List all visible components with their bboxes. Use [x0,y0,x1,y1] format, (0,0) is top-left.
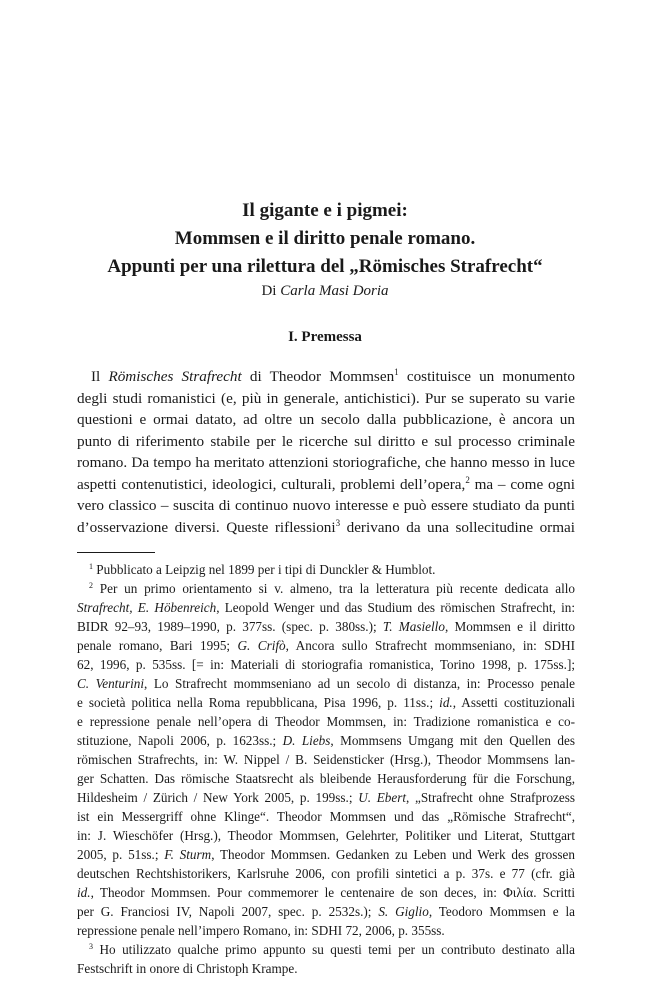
footnote-number: 3 [89,942,93,951]
footnote-ref[interactable]: 1 [394,367,399,377]
footnote-ref[interactable]: 3 [335,517,341,528]
footnote-number: 1 [89,562,93,571]
footnote-ref[interactable]: 2 [465,474,470,485]
footnote-line: e repressione penale nell’opera di Theodor Mommsen, in: Tradizione romanistica e co- [77,714,575,729]
body-line: vero classico – suscita di continuo nuovo interesse e può essere studiato da punti [77,497,575,514]
footnote-line: e società politica nella Roma repubblicana, Pisa 1996, p. 11ss.; id., Assetti costituzionali [77,695,575,710]
title-line-1: Il gigante e i pigmei: [242,200,408,221]
author-prefix: Di [261,283,281,299]
body-paragraph [77,366,575,538]
footnote-line: in: J. Wieschöfer (Hrsg.), Theodor Mommsen, Gelehrter, Politiker und Literat, Stuttgart [77,828,575,843]
footnote-line: ist ein Messergriff ohne Klinge“. Theodor Mommsen und das „Römische Strafrecht“, [77,809,575,824]
body-line: Il Römisches Strafrecht di Theodor Mommsen$^1$ costituisce un monumento [91,367,575,385]
body-line: questioni e ormai datato, ad oltre un secolo dalla pubblicazione, è ancora un [77,411,575,428]
footnote-line: repressione penale nell’impero Romano, in: SDHI 72, 2006, p. 355ss. [77,923,445,938]
footnote-line: ger Schatten. Das römische Staatsrecht als bleibende Herausforderung für die Forschung, [77,771,575,786]
footnote-line: deutschen Rechtshistorikers, Karlsruhe 2006, con profili sintetici a p. 37s. e 77 (cfr. già [77,866,575,881]
footnote-divider [77,552,155,553]
title-line-3: Appunti per una rilettura del „Römisches Strafrecht“ [107,256,543,277]
footnote-line: id., Theodor Mommsen. Pour commemorer le centenaire de son deces, in: Φιλία. Scritti [77,885,575,900]
footnote-line: römischen Strafrechts, in: W. Nippel / B. Seidensticker (Hrsg.), Theodor Mommsens lan- [77,752,575,767]
footnote-number: 2 [89,581,93,590]
body-line: punto di riferimento stabile per le ricerche sul diritto e sul processo criminale [77,432,575,450]
body-line: romano. Da tempo ha meritato attenzioni storiografiche, che hanno messo in luce [77,454,575,471]
footnote-line: BIDR 92–93, 1989–1990, p. 377ss. (spec. p. 380ss.); T. Masiello, Mommsen e il diritto [77,619,575,634]
footnote-line: 62, 1996, p. 535ss. [= in: Materiali di storiografia romanistica, Torino 1998, p. 175ss.]; [77,657,575,672]
footnote-line: 2005, p. 51ss.; F. Sturm, Theodor Mommsen. Gedanken zu Leben und Werk des grossen [77,847,575,862]
footnote-line: Hildesheim / Zürich / New York 2005, p. 199ss.; U. Ebert, „Strafrecht ohne Strafprozess [77,790,576,805]
body-line: degli studi romanistici (e, più in generale, antichistici). Pur se superato su varie [77,389,575,407]
footnote-line: penale romano, Bari 1995; G. Crifò, Ancora sullo Strafrecht mommseniano, in: SDHI [77,638,575,653]
footnote-1: $^1$ Pubblicato a Leipzig nel 1899 per i tipi di Dunckler & Humblot. [89,562,436,577]
author-line [0,282,650,300]
footnote-line: per G. Franciosi IV, Napoli 2007, spec. p. 2532s.); S. Giglio, Teodoro Mommsen e la [77,904,575,919]
footnote-line: C. Venturini, Lo Strafrecht mommseniano ad un secolo di distanza, in: Processo penale [77,676,575,691]
footnote-line: stituzione, Napoli 2006, p. 1623ss.; D. Liebs, Mommsens Umgang mit den Quellen des [77,733,575,748]
footnotes [77,560,575,978]
author-name: Carla Masi Doria [280,283,389,299]
body-line: aspetti contenutistici, ideologici, culturali, problemi dell’opera,$^2$ ma – come ogni [77,474,575,493]
footnote-line: Festschrift in onore di Christoph Krampe. [77,961,298,976]
footnote-3: $^3$ Ho utilizzato qualche primo appunto su questi temi per un contributo destinato alla [89,942,575,957]
section-heading: I. Premessa [288,329,362,345]
footnote-2: $^2$ Per un primo orientamento si v. almeno, tra la letteratura più recente dedicata allo [89,581,575,596]
body-line: d’osservazione diversi. Queste riflessioni$^3$ derivano da una sollecitudine ormai [77,517,575,536]
title-line-2: Mommsen e il diritto penale romano. [174,228,476,249]
footnote-line: Strafrecht, E. Höbenreich, Leopold Wenger und das Studium des römischen Strafrecht, in: [77,600,575,615]
